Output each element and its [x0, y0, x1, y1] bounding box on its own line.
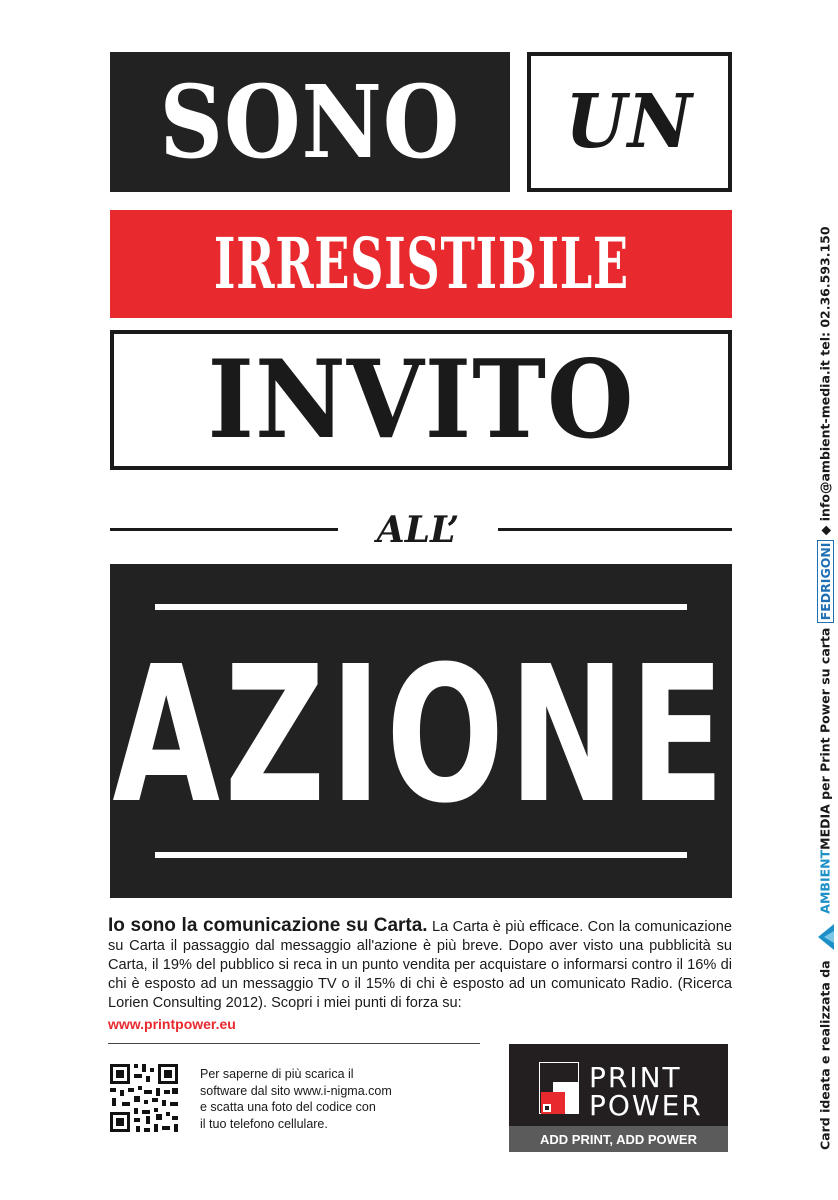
print-power-tagline: ADD PRINT, ADD POWER: [540, 1131, 697, 1147]
body-lead: Io sono la comunicazione su Carta.: [108, 915, 428, 936]
printpower-link[interactable]: www.printpower.eu: [108, 1016, 236, 1032]
ambient-media-logo-icon: [816, 922, 836, 952]
headline-un: UN: [565, 79, 694, 165]
bottom-divider: [108, 1043, 480, 1044]
qr-note-line4: il tuo telefono cellulare.: [200, 1116, 328, 1131]
divider-left: [110, 528, 338, 531]
qr-note: [200, 1066, 470, 1132]
print-power-tag-bar: [509, 1126, 728, 1152]
body-copy: [108, 916, 732, 1013]
azione-top-line: [155, 604, 687, 610]
print-power-word1: PRINT: [589, 1061, 682, 1094]
sidebar-credit: [816, 226, 836, 1150]
headline-irresistibile: IRRESISTIBILE: [213, 222, 629, 305]
azione-bottom-line: [155, 852, 687, 858]
azione-word-wrap: [110, 620, 732, 850]
credit-prefix: Card ideata e realizzata da: [817, 960, 833, 1150]
invito-block: [110, 330, 732, 470]
headline-sono: SONO: [159, 63, 461, 181]
headline-invito: INVITO: [207, 337, 635, 463]
all-block: [338, 508, 498, 552]
qr-code: [108, 1062, 180, 1134]
credit-fedrigoni: FEDRIGONI: [817, 540, 834, 624]
print-power-mark-icon: [539, 1062, 579, 1114]
qr-note-line1: Per saperne di più scarica il: [200, 1067, 354, 1081]
sono-block: [110, 52, 510, 192]
credit-media: MEDIA per Print Power su carta: [817, 627, 833, 850]
divider-right: [498, 528, 732, 531]
print-power-word2: POWER: [589, 1089, 703, 1122]
credit-contact: ◆ info@ambient-media.it tel: 02.36.593.150: [817, 226, 833, 536]
azione-block: [110, 564, 732, 898]
qr-note-line2: software dal sito www.i-nigma.com: [200, 1083, 392, 1098]
print-power-mark: [539, 1062, 579, 1114]
qr-note-line3: e scatta una foto del codice con: [200, 1100, 376, 1114]
qr-code-icon: [108, 1062, 180, 1134]
headline-all: ALL’: [376, 509, 460, 551]
headline-azione: AZIONE: [112, 625, 730, 845]
print-power-logo: [509, 1044, 728, 1152]
body-text: La Carta è più efficace. Con la comunicazione su Carta il passaggio dal messaggio all'azione è più breve. Dopo aver visto una pubblicità su Carta, il 19% del pubblico si reca in un punto vendita per acquistare o informarsi contro il 16% di chi è esposto ad un messaggio TV o il 15% di chi è esposto ad un comunicato Radio. (Ricerca Lorien Consulting 2012). Scopri i miei punti di forza su:: [108, 919, 732, 1011]
credit-ambient: AMBIENT: [817, 849, 833, 914]
un-block: [527, 52, 732, 192]
irresistibile-block: [110, 210, 732, 318]
